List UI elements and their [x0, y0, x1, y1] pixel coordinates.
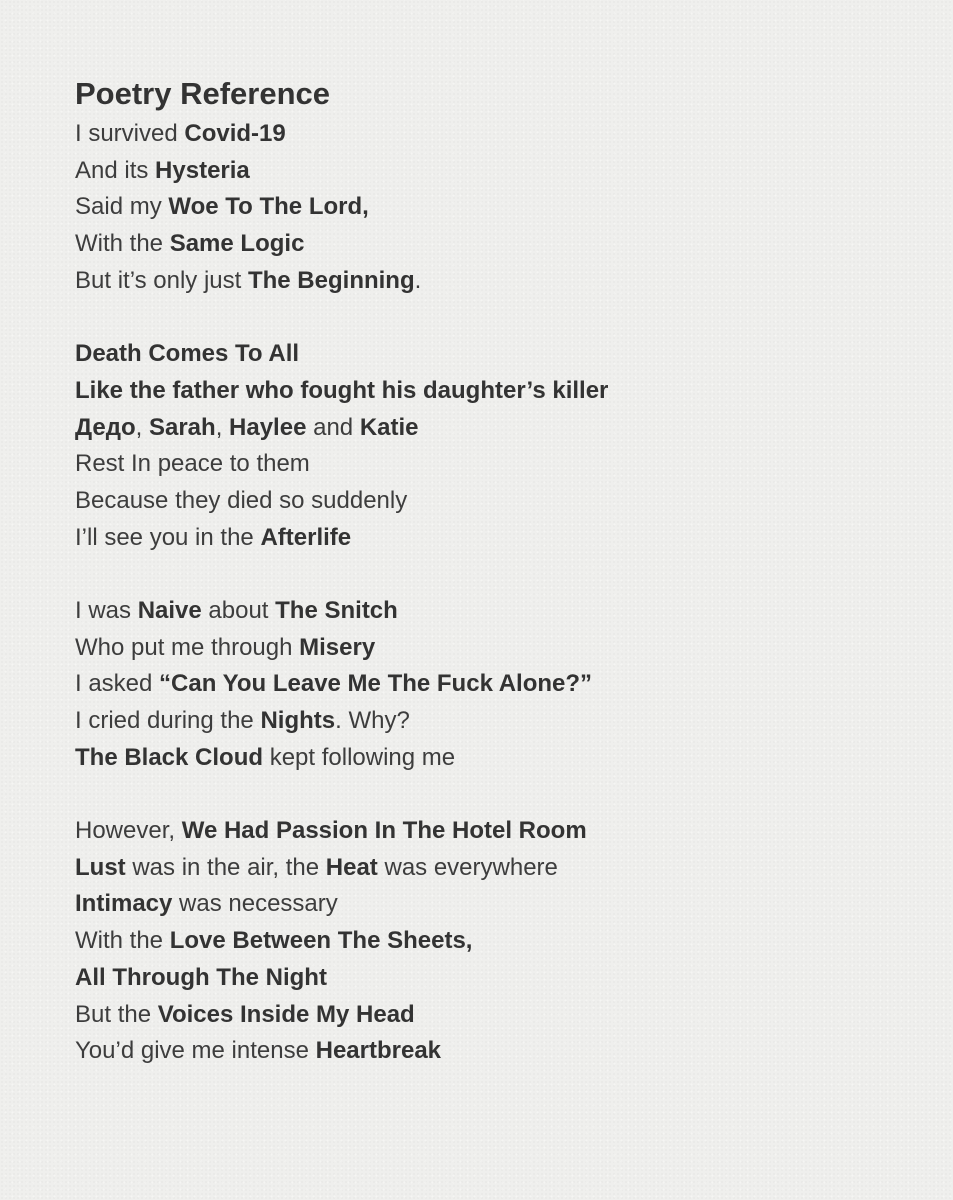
poem-line — [75, 263, 935, 300]
line-text: . — [414, 266, 422, 294]
line-text: But the — [75, 1000, 158, 1028]
poem-line — [75, 410, 935, 447]
line-text: However, — [75, 817, 182, 845]
emphasized-text: Love Between The Sheets, — [169, 927, 473, 955]
poem-line — [75, 813, 935, 850]
stanza-1 — [75, 116, 935, 299]
line-text: , — [215, 413, 230, 441]
stanza-3 — [75, 593, 935, 776]
poem-line — [75, 703, 935, 740]
line-text: I asked — [75, 670, 160, 698]
stanza-4 — [75, 813, 935, 1070]
poem-line — [75, 666, 935, 703]
poem-line — [75, 483, 935, 520]
emphasized-text: Like the father who fought his daughter’s killer — [75, 376, 609, 404]
line-text: was necessary — [172, 890, 338, 918]
line-text: Rest In peace to them — [75, 450, 310, 478]
poem-line — [75, 997, 935, 1034]
emphasized-text: Hysteria — [155, 156, 250, 184]
stanza-2 — [75, 336, 935, 556]
emphasized-text: Afterlife — [260, 523, 352, 551]
line-text: about — [201, 596, 276, 624]
poem-body — [75, 116, 935, 1070]
line-text: I survived — [75, 120, 185, 147]
emphasized-text: The Beginning — [247, 266, 415, 294]
emphasized-text: Intimacy — [75, 890, 173, 918]
poem-line — [75, 446, 935, 483]
line-text: I was — [75, 596, 138, 624]
emphasized-text: Lust — [75, 853, 126, 881]
poem-line — [75, 886, 935, 923]
emphasized-text: Heartbreak — [315, 1037, 442, 1065]
poem-line — [75, 336, 935, 373]
poem-line — [75, 189, 935, 226]
emphasized-text: Death Comes To All — [75, 340, 300, 368]
emphasized-text: “Can You Leave Me The Fuck Alone?” — [159, 670, 593, 698]
emphasized-text: Heat — [325, 853, 378, 881]
poem-line — [75, 226, 935, 263]
line-text: and — [306, 413, 360, 441]
emphasized-text: Covid-19 — [184, 120, 286, 147]
poem-line — [75, 850, 935, 887]
line-text: I’ll see you in the — [75, 523, 261, 551]
line-text: And its — [75, 156, 156, 184]
line-text: was in the air, the — [125, 853, 326, 881]
line-text: With the — [75, 230, 170, 258]
emphasized-text: Sarah — [148, 413, 216, 441]
emphasized-text: The Snitch — [275, 596, 398, 624]
line-text: With the — [75, 927, 170, 955]
line-text: was everywhere — [377, 853, 558, 881]
emphasized-text: Same Logic — [169, 230, 305, 258]
poem-line — [75, 373, 935, 410]
line-text: Said my — [75, 193, 169, 221]
line-text: But it’s only just — [75, 266, 248, 294]
poem-line — [75, 740, 935, 777]
emphasized-text: We Had Passion In The Hotel Room — [181, 817, 587, 845]
emphasized-text: Дедо — [75, 413, 136, 441]
emphasized-text: Misery — [299, 633, 376, 661]
emphasized-text: Voices Inside My Head — [157, 1000, 415, 1028]
poem-line — [75, 923, 935, 960]
line-text: Because they died so suddenly — [75, 486, 408, 514]
emphasized-text: Haylee — [229, 413, 307, 441]
emphasized-text: Nights — [260, 707, 336, 734]
poem-line — [75, 630, 935, 667]
emphasized-text: The Black Cloud — [75, 743, 264, 771]
line-text: You’d give me intense — [75, 1037, 316, 1065]
poem-line — [75, 960, 935, 997]
poem-line — [75, 520, 935, 557]
line-text: kept following me — [263, 743, 456, 771]
emphasized-text: Naive — [137, 596, 202, 624]
poem-line — [75, 116, 935, 153]
line-text: I cried during the — [75, 707, 261, 734]
poem-page — [75, 72, 935, 1070]
poem-line — [75, 593, 935, 630]
emphasized-text: All Through The Night — [75, 963, 327, 991]
line-text: . Why? — [335, 707, 410, 734]
poem-line — [75, 153, 935, 190]
poem-line — [75, 1033, 935, 1070]
emphasized-text: Woe To The Lord, — [168, 193, 369, 221]
emphasized-text: Katie — [359, 413, 419, 441]
poem-title: Poetry Reference — [75, 76, 331, 111]
line-text: , — [135, 413, 149, 441]
line-text: Who put me through — [75, 633, 300, 661]
